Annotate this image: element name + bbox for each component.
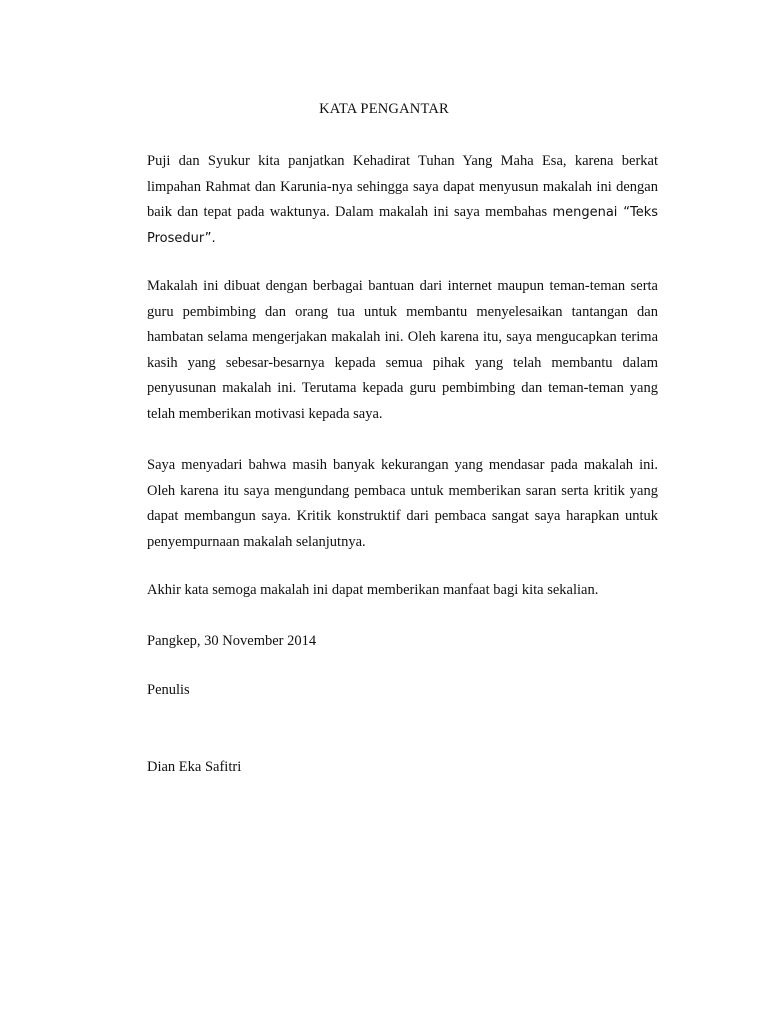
writer-label: Penulis <box>147 682 190 698</box>
paragraph-opening-text: Puji dan Syukur kita panjatkan Kehadirat Tuhan Yang Maha Esa, karena berkat limpahan Rahmat dan Karunia-nya sehingga saya dapat menyusun makalah ini dengan baik dan tepat pada waktunya. Dalam makalah ini saya membahas <box>147 153 658 221</box>
paragraph-opening <box>147 149 658 251</box>
paragraph-opening-tail: mengenai “Teks Prosedur”. <box>147 205 659 246</box>
paragraph-feedback: Saya menyadari bahwa masih banyak kekurangan yang mendasar pada makalah ini. Oleh karena itu saya mengundang pembaca untuk memberikan saran serta kritik yang dapat membangun saya. Kritik konstruktif dari pembaca sangat saya harapkan untuk penyempurnaan makalah selanjutnya. <box>147 457 658 550</box>
paragraph-closing: Akhir kata semoga makalah ini dapat memberikan manfaat bagi kita sekalian. <box>147 582 599 598</box>
paragraph-thanks: Makalah ini dibuat dengan berbagai bantuan dari internet maupun teman-teman serta guru pembimbing dan orang tua untuk membantu menyelesaikan tantangan dan hambatan selama mengerjakan makalah ini. Oleh karena itu, saya mengucapkan terima kasih yang sebesar-besarnya kepada semua pihak yang telah membantu dalam penyusunan makalah ini. Terutama kepada guru pembimbing dan teman-teman yang telah memberikan motivasi kepada saya. <box>147 278 658 422</box>
author-name: Dian Eka Safitri <box>147 759 242 775</box>
page-title: KATA PENGANTAR <box>319 101 449 117</box>
place-date: Pangkep, 30 November 2014 <box>147 633 317 649</box>
